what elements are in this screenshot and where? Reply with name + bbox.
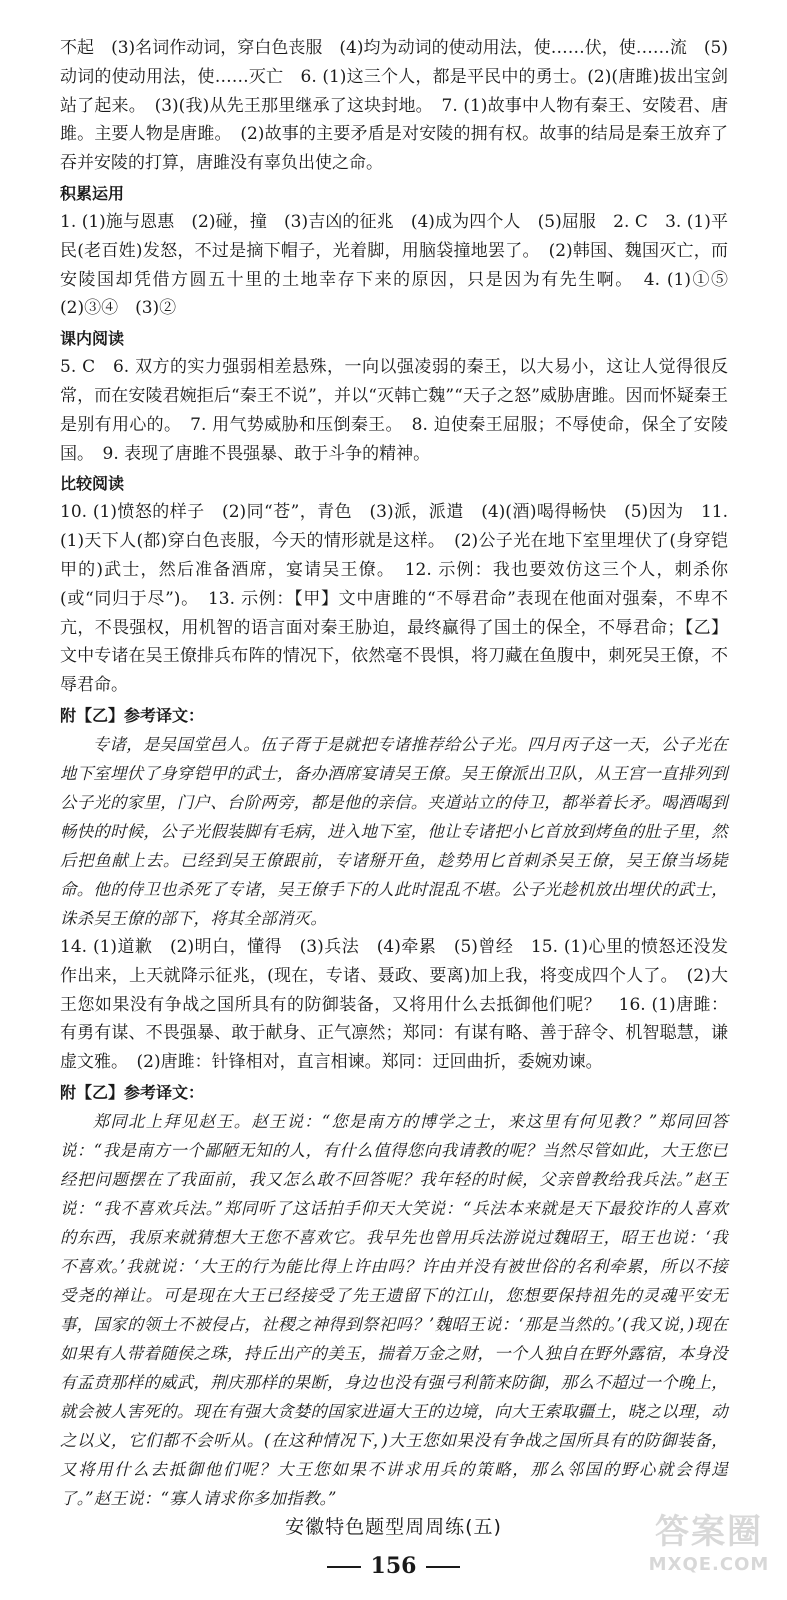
watermark-text-bottom: MXQE.COM bbox=[648, 1554, 770, 1575]
appendix-translation-1: 专诸，是吴国堂邑人。伍子胥于是就把专诸推荐给公子光。四月丙子这一天，公子光在地下室埋伏了身穿铠甲的武士，备办酒席宴请吴王僚。吴王僚派出卫队，从王宫一直排列到公子光的家里，门户、台阶两旁，都是他的亲信。夹道站立的侍卫，都举着长矛。喝酒喝到畅快的时候，公子光假装脚有毛病，进入地下室，他让专诸把小匕首放到烤鱼的肚子里，然后把鱼献上去。已经到吴王僚跟前，专诸掰开鱼，趁势用匕首刺杀吴王僚，吴王僚当场毙命。他的侍卫也杀死了专诸，吴王僚手下的人此时混乱不堪。公子光趁机放出埋伏的武士，诛杀吴王僚的部下，将其全部消灭。 bbox=[60, 734, 728, 928]
answer-paragraph-intro: 不起 (3)名词作动词，穿白色丧服 (4)均为动词的使动用法，使……伏，使……流 (5)动词的使动用法，使……灭亡 6. (1)这三个人，都是平民中的勇士。(2)(唐雎)拔出宝剑站了起来。 (3)(我)从先王那里继承了这块封地。 7. (1)故事中人物有秦王、安陵君、唐雎。主要人物是唐雎。 (2)故事的主要矛盾是对安陵的拥有权。故事的结局是秦王放弃了吞并安陵的打算，唐雎没有辜负出使之命。 bbox=[60, 38, 728, 174]
footer-title: 安徽特色题型周周练(五) bbox=[285, 1516, 502, 1538]
page-number-dash-right bbox=[426, 1566, 460, 1568]
page-number: 156 bbox=[370, 1553, 417, 1579]
section-heading-inclass: 课内阅读 bbox=[60, 329, 125, 349]
watermark-text-top: 答案圈 bbox=[655, 1512, 763, 1552]
answer-page bbox=[60, 34, 745, 1513]
appendix-heading-1: 附【乙】参考译文： bbox=[60, 705, 205, 725]
answers-14-16: 14. (1)道歉 (2)明白，懂得 (3)兵法 (4)牵累 (5)曾经 15. (1)心里的愤怒还没发作出来，上天就降示征兆，(现在，专诸、聂政、要离)加上我，将变成四个人了。 (2)大王您如果没有争战之国所具有的防御装备，又将用什么去抵御他们呢？ 16. (1)唐雎：有勇有谋、不畏强暴、敢于献身、正气凛然；郑同：有谋有略、善于辞令、机智聪慧，谦虚文雅。 (2)唐雎：针锋相对，直言相谏。郑同：迂回曲折，委婉劝谏。 bbox=[60, 936, 728, 1073]
section-text-accumulate: 1. (1)施与恩惠 (2)碰，撞 (3)吉凶的征兆 (4)成为四个人 (5)屈服 2. C 3. (1)平民(老百姓)发怒，不过是摘下帽子，光着脚，用脑袋撞地罢了。 (2)韩国、魏国灭亡，而安陵国却凭借方圆五十里的土地幸存下来的原因，只是因为有先生啊。 4. (1)①⑤ (2)③④ (3)② bbox=[60, 211, 745, 319]
section-text-compare: 10. (1)愤怒的样子 (2)同“苍”，青色 (3)派，派遣 (4)(酒)喝得畅快 (5)因为 11. (1)天下人(都)穿白色丧服，今天的情形就是这样。 (2)公子光在地下室里埋伏了(身穿铠甲的)武士，然后准备酒席，宴请吴王僚。 12. 示例：我也要效仿这三个人，刺杀你(或“同归于尽”)。 13. 示例：【甲】文中唐雎的“不辱君命”表现在他面对强秦，不卑不亢，不畏强权，用机智的语言面对秦王胁迫，最终赢得了国土的保全，不辱君命；【乙】文中专诸在吴王僚排兵布阵的情况下，依然毫不畏惧，将刀藏在鱼腹中，刺死吴王僚，不辱君命。 bbox=[60, 502, 728, 696]
section-heading-compare: 比较阅读 bbox=[60, 474, 125, 494]
section-text-inclass: 5. C 6. 双方的实力强弱相差悬殊，一向以强凌弱的秦王，以大易小，这让人觉得很反常，而在安陵君婉拒后“秦王不说”，并以“灭韩亡魏”“天子之怒”威胁唐雎。因而怀疑秦王是别有用心的。 7. 用气势威胁和压倒秦王。 8. 迫使秦王屈服；不辱使命，保全了安陵国。 9. 表现了唐雎不畏强暴、敢于斗争的精神。 bbox=[60, 357, 728, 464]
watermark-logo bbox=[645, 1512, 773, 1590]
section-heading-accumulate: 积累运用 bbox=[60, 183, 125, 203]
page-number-dash-left bbox=[327, 1566, 361, 1568]
appendix-heading-2: 附【乙】参考译文： bbox=[60, 1082, 205, 1102]
appendix-translation-2: 郑同北上拜见赵王。赵王说：“您是南方的博学之士，来这里有何见教？”郑同回答说：“我是南方一个鄙陋无知的人，有什么值得您向我请教的呢？当然尽管如此，大王您已经把问题摆在了我面前，我又怎么敢不回答呢？我年轻的时候，父亲曾教给我兵法。”赵王说：“我不喜欢兵法。”郑同听了这话拍手仰天大笑说：“兵法本来就是天下最狡诈的人喜欢的东西，我原来就猜想大王您不喜欢它。我早先也曾用兵法游说过魏昭王，昭王也说：‘我不喜欢。’我就说：‘大王的行为能比得上许由吗？许由并没有被世俗的名利牵累，所以不接受尧的禅让。可是现在大王已经接受了先王遗留下的江山，您想要保持祖先的灵魂平安无事，国家的领土不被侵占，社稷之神得到祭祀吗？’魏昭王说：‘那是当然的。’(我又说，)现在如果有人带着随侯之珠，持丘出产的美玉，揣着万金之财，一个人独自在野外露宿，本身没有孟贲那样的威武，荆庆那样的果断，身边也没有强弓利箭来防御，那么不超过一个晚上，就会被人害死的。现在有强大贪婪的国家进逼大王的边境，向大王索取疆土，晓之以理，动之以义，它们都不会听从。(在这种情况下，)大王您如果没有争战之国所具有的防御装备，又将用什么去抵御他们呢？大王您如果不讲求用兵的策略，那么邻国的野心就会得逞了。”赵王说：“寡人请求你多加指教。” bbox=[60, 1111, 728, 1508]
